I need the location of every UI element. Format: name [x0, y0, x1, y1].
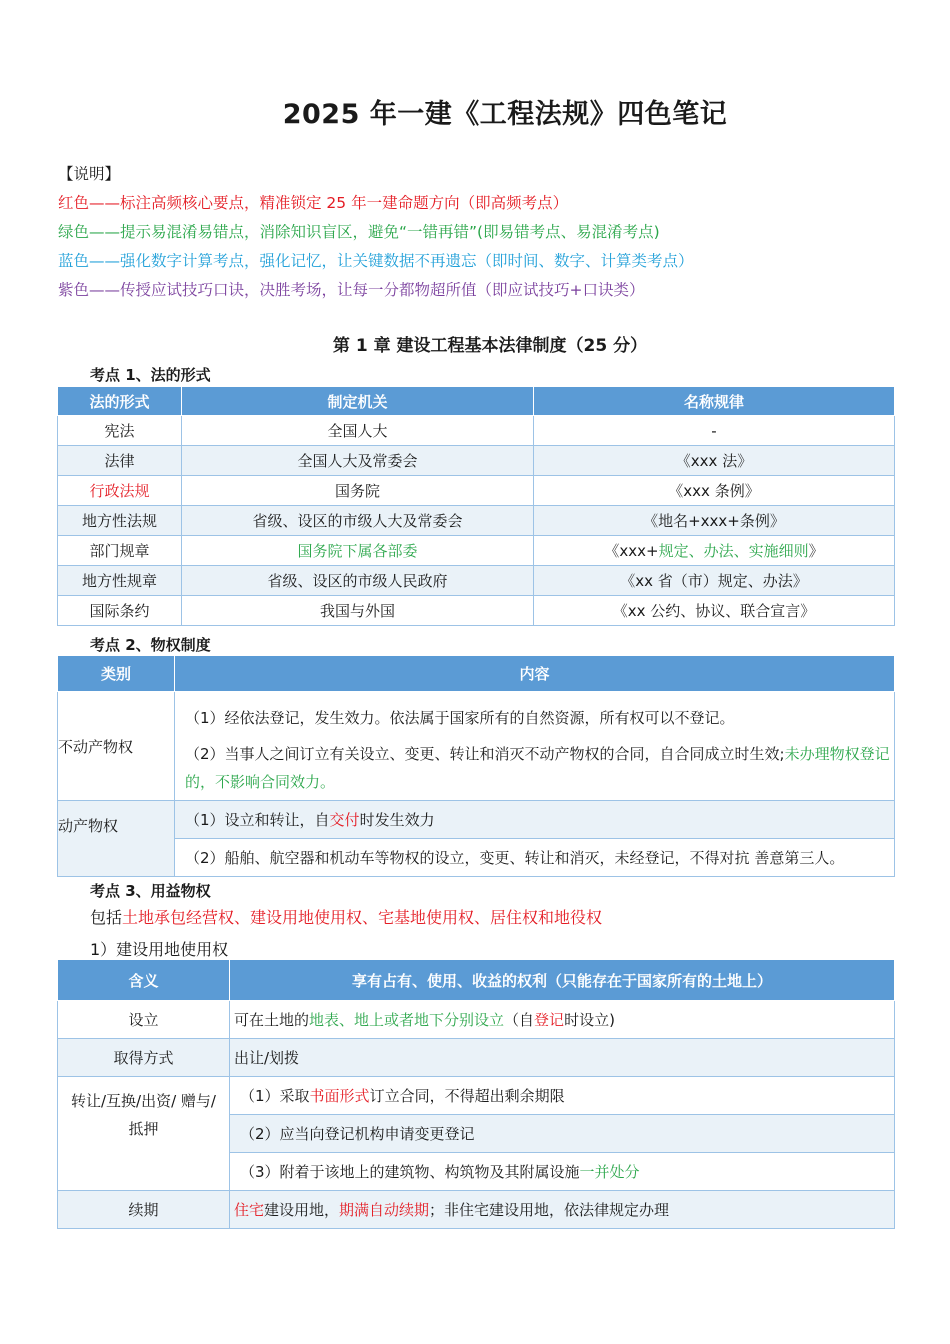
- header-cell: 名称规律: [534, 387, 895, 416]
- content-text-highlight: 未办理物权登记的，不影响合同效力。: [185, 745, 890, 791]
- content-text-highlight: 期满自动续期: [339, 1201, 430, 1219]
- content-cell: （2）船舶、航空器和机动车等物权的设立，变更、转让和消灭，未经登记，不得对抗 善意第三人。: [175, 839, 895, 877]
- content-cell: [230, 1153, 895, 1191]
- category-cell: [58, 1077, 230, 1191]
- content-text-highlight: 书面形式: [309, 1087, 370, 1105]
- table-row: [58, 692, 895, 801]
- table-cell: 国务院下属各部委: [182, 536, 534, 566]
- table-cell: 法律: [58, 446, 182, 476]
- table-cell: 宪法: [58, 416, 182, 446]
- law-forms-table: [57, 386, 895, 626]
- table-cell: 省级、设区的市级人大及常委会: [182, 506, 534, 536]
- content-text: （2）当事人之间订立有关设立、变更、转让和消灭不动产物权的合同，自合同成立时生效;: [185, 745, 785, 763]
- cell-text-highlight: 规定、办法、实施细则: [658, 542, 809, 560]
- land-use-right-table: [57, 959, 895, 1229]
- table-cell: 地方性规章: [58, 566, 182, 596]
- document-title: 2025 年一建《工程法规》四色笔记: [282, 99, 728, 130]
- category-cell: 动产物权: [58, 801, 175, 877]
- content-text-highlight: 一并处分: [579, 1163, 640, 1181]
- cell-text: 》: [808, 542, 824, 560]
- table-cell: 地方性法规: [58, 506, 182, 536]
- content-cell: [175, 692, 895, 801]
- kp3-subtitle: 1）建设用地使用权: [90, 940, 229, 959]
- chapter-title: 第 1 章 建设工程基本法律制度（25 分）: [332, 336, 648, 356]
- category-cell: 不动产物权: [58, 692, 175, 801]
- table-row: [58, 839, 895, 877]
- table-cell: 我国与外国: [182, 596, 534, 626]
- content-text: （1）设立和转让，自: [185, 810, 330, 829]
- table-cell: 《xxx 法》: [534, 446, 895, 476]
- table-row: [58, 446, 895, 476]
- table-row: [58, 1191, 895, 1229]
- table-row: [58, 536, 895, 566]
- content-text-highlight: 地表、地上或者地下分别设立: [309, 1011, 505, 1029]
- table-cell: 全国人大: [182, 416, 534, 446]
- table-header-row: [58, 656, 895, 692]
- table-cell: 国际条约: [58, 596, 182, 626]
- content-text: 时发生效力: [359, 810, 435, 829]
- table-header-row: [58, 387, 895, 416]
- table-row: [58, 801, 895, 839]
- intro-highlight: 土地承包经营权、建设用地使用权、宅基地使用权、居住权和地役权: [122, 908, 603, 927]
- table-row: [58, 506, 895, 536]
- category-cell: 取得方式: [58, 1039, 230, 1077]
- header-cell: 享有占有、使用、收益的权利（只能存在于国家所有的土地上）: [230, 960, 895, 1001]
- content-text: （1）采取: [240, 1087, 310, 1105]
- table-cell: 省级、设区的市级人民政府: [182, 566, 534, 596]
- content-cell: 出让/划拨: [230, 1039, 895, 1077]
- category-line: 抵押: [128, 1120, 159, 1138]
- content-text-highlight: 住宅: [234, 1201, 265, 1219]
- table-row: [58, 596, 895, 626]
- legend-purple: 紫色——传授应试技巧口诀，决胜考场，让每一分都物超所值（即应试技巧+口诀类）: [58, 281, 645, 299]
- legend-header: 【说明】: [58, 165, 121, 183]
- color-legend: [58, 160, 694, 305]
- content-cell: [230, 1001, 895, 1039]
- table-cell: 《xxx 条例》: [534, 476, 895, 506]
- kp2-title: 考点 2、物权制度: [90, 636, 211, 654]
- header-cell: 制定机关: [182, 387, 534, 416]
- table-row: [58, 1077, 895, 1115]
- intro-text: 包括: [90, 908, 123, 927]
- cell-text: 《xxx+: [604, 542, 659, 560]
- table-header-row: [58, 960, 895, 1001]
- category-line: 转让/互换/出资/ 赠与/: [71, 1092, 216, 1110]
- table-row: [58, 416, 895, 446]
- table-row: [58, 566, 895, 596]
- table-cell: 国务院: [182, 476, 534, 506]
- content-text-highlight: 交付: [329, 810, 360, 829]
- content-cell: [230, 1077, 895, 1115]
- table-cell: 《xx 公约、协议、联合宣言》: [534, 596, 895, 626]
- table-cell: 行政法规: [58, 476, 182, 506]
- kp1-title: 考点 1、法的形式: [90, 366, 211, 384]
- legend-red: 红色——标注高频核心要点，精准锁定 25 年一建命题方向（即高频考点）: [58, 194, 569, 212]
- table-cell: 全国人大及常委会: [182, 446, 534, 476]
- table-cell: 部门规章: [58, 536, 182, 566]
- content-text: 时设立): [564, 1011, 615, 1029]
- table-cell: [534, 536, 895, 566]
- content-cell: [230, 1191, 895, 1229]
- legend-blue: 蓝色——强化数字计算考点，强化记忆，让关键数据不再遗忘（即时间、数字、计算类考点）: [58, 252, 694, 270]
- content-cell: （2）应当向登记机构申请变更登记: [230, 1115, 895, 1153]
- content-text: 订立合同，不得超出剩余期限: [369, 1087, 565, 1105]
- content-text: 建设用地，: [264, 1201, 340, 1219]
- table-cell: 《xx 省（市）规定、办法》: [534, 566, 895, 596]
- header-cell: 法的形式: [58, 387, 182, 416]
- category-cell: 续期: [58, 1191, 230, 1229]
- content-line: （1）经依法登记，发生效力。依法属于国家所有的自然资源，所有权可以不登记。: [185, 709, 735, 727]
- content-line: [185, 740, 894, 796]
- header-cell: 类别: [58, 656, 175, 692]
- table-cell: 《地名+xxx+条例》: [534, 506, 895, 536]
- table-cell: -: [534, 416, 895, 446]
- content-text: ；非住宅建设用地，依法律规定办理: [429, 1201, 670, 1219]
- kp3-title: 考点 3、用益物权: [90, 882, 211, 900]
- header-cell: 含义: [58, 960, 230, 1001]
- header-cell: 内容: [175, 656, 895, 692]
- content-text: （3）附着于该地上的建筑物、构筑物及其附属设施: [240, 1163, 580, 1181]
- content-text: （自: [504, 1011, 535, 1029]
- content-text-highlight: 登记: [534, 1011, 565, 1029]
- property-rights-table: [57, 655, 895, 877]
- content-text: 可在土地的: [234, 1011, 310, 1029]
- table-row: [58, 1039, 895, 1077]
- category-cell: 设立: [58, 1001, 230, 1039]
- legend-green: 绿色——提示易混淆易错点，消除知识盲区，避免“一错再错”(即易错考点、易混淆考点): [58, 223, 660, 241]
- table-row: [58, 1001, 895, 1039]
- content-cell: [175, 801, 895, 839]
- kp3-intro: [90, 905, 602, 928]
- table-row: [58, 476, 895, 506]
